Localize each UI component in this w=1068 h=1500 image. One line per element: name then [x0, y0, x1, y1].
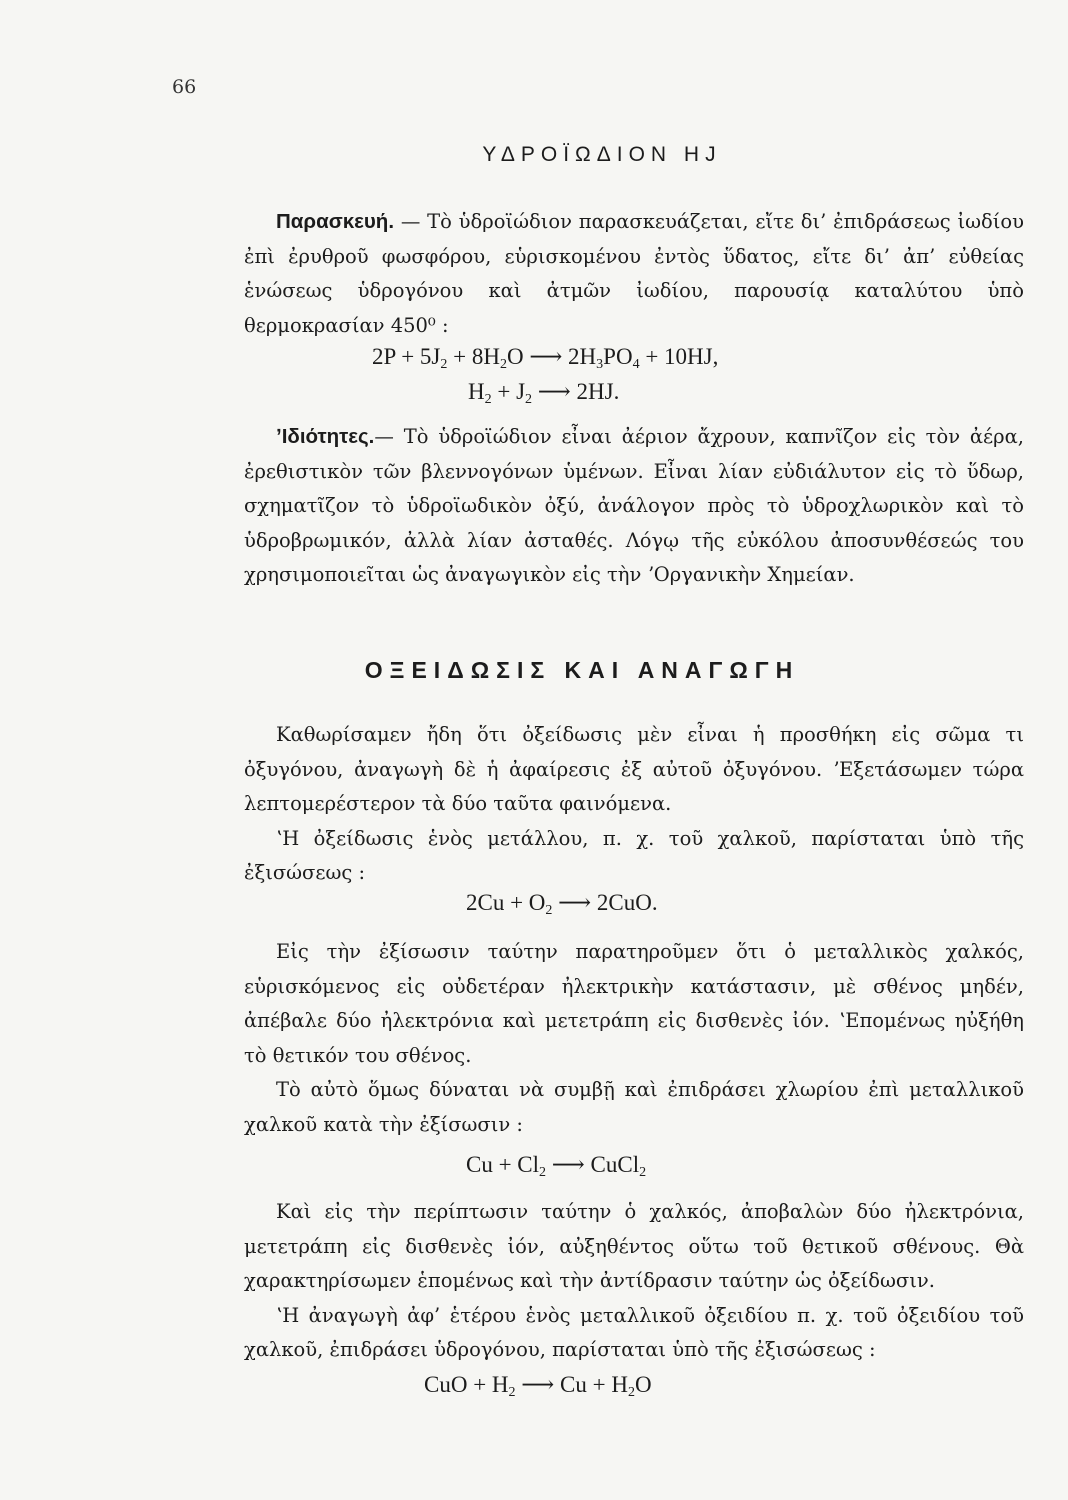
equation-copper-oxide-hydrogen: CuO + $H_2$ ⟶ $Cu + H_2O$: [424, 1372, 652, 1400]
properties-label: ʼΙδιότητες.: [276, 425, 375, 448]
preparation-text: [244, 205, 1024, 343]
preparation-label: Παρασκευή.: [276, 210, 395, 233]
equation-phosphorus-iodine: $2P + 5J_2 + 8H_2O$ ⟶ $2H_3PO_4 + 10HJ$,: [372, 344, 719, 372]
properties-paragraph: [244, 420, 1024, 593]
equation-hydrogen-iodine: $H_2 + J_2$ ⟶ 2HJ.: [468, 379, 620, 407]
reduction-block: [244, 1195, 1024, 1368]
oxidation-explanation-block: [244, 935, 1024, 1142]
copper-oxidation-paragraph: ʽΗ ὀξείδωσις ἑνὸς μετάλλου, π. χ. τοῦ χαλκοῦ, παρίσταται ὑπὸ τῆς ἐξισώσεως :: [244, 826, 1024, 884]
oxidation-definition-paragraph: Καθωρίσαμεν ἤδη ὅτι ὀξείδωσις μὲν εἶναι ἡ προσθήκη εἰς σῶμα τι ὀξυγόνου, ἀναγωγὴ δὲ ἡ ἀφαίρεσις ἐξ αὐτοῦ ὀξυγόνου. ʼΕξετάσωμεν τώρα λεπτομερέστερον τὰ δύο ταῦτα φαινόμενα.: [244, 723, 1024, 815]
oxidation-intro-block: [244, 718, 1024, 891]
equation-copper-oxygen: $2Cu + O_2$ ⟶ 2CuO.: [466, 890, 658, 918]
page-number: 66: [172, 76, 197, 98]
valence-paragraph: Εἰς τὴν ἐξίσωσιν ταύτην παρατηροῦμεν ὅτι ὁ μεταλλικὸς χαλκός, εὑρισκόμενος εἰς οὐδετέραν ἠλεκτρικὴν κατάστασιν, μὲ σθένος μηδέν, ἀπέβαλε δύο ἠλεκτρόνια καὶ μετετράπη εἰς δισθενὲς ἰόν. ʽΕπομένως ηὐξήθη τὸ θετικόν του σθένος.: [244, 940, 1024, 1067]
chlorine-result-paragraph: Καὶ εἰς τὴν περίπτωσιν ταύτην ὁ χαλκός, ἀποβαλὼν δύο ἠλεκτρόνια, μετετράπη εἰς δισθενὲς ἰόν, αὐξηθέντος οὕτω τοῦ θετικοῦ σθένους. Θὰ χαρακτηρίσωμεν ἑπομένως καὶ τὴν ἀντίδρασιν ταύτην ὡς ὀξείδωσιν.: [244, 1200, 1024, 1292]
properties-body: — Τὸ ὑδροϊώδιον εἶναι ἀέριον ἄχρουν, καπνῖζον εἰς τὸν ἀέρα, ἐρεθιστικὸν τῶν βλεννογόνων ὑμένων. Εἶναι λίαν εὐδιάλυτον εἰς τὸ ὕδωρ, σχηματῖζον τὸ ὑδροϊωδικὸν ὀξύ, ἀνάλογον πρὸς τὸ ὑδροχλωρικὸν καὶ τὸ ὑδροβρωμικόν, ἀλλὰ λίαν ἀσταθές. Λόγῳ τῆς εὐκόλου ἀποσυνθέσεώς του χρησιμοποιεῖται ὡς ἀναγωγικὸν εἰς τὴν ʼΟργανικὴν Χημείαν.: [244, 425, 1024, 586]
section-heading-oxidation-reduction: ΟΞΕΙΔΩΣΙΣ ΚΑΙ ΑΝΑΓΩΓΗ: [364, 657, 800, 683]
chlorine-paragraph: Τὸ αὐτὸ ὅμως δύναται νὰ συμβῇ καὶ ἐπιδράσει χλωρίου ἐπὶ μεταλλικοῦ χαλκοῦ κατὰ τὴν ἐξίσωσιν :: [244, 1078, 1024, 1136]
preparation-paragraph: [244, 205, 1024, 343]
section-heading-hydrogen-iodide: ΥΔΡΟΪΩΔΙΟΝ HJ: [482, 143, 722, 166]
preparation-body: — Τὸ ὑδροϊώδιον παρασκευάζεται, εἴτε δι’ ἐπιδράσεως ἰωδίου ἐπὶ ἐρυθροῦ φωσφόρου, εὑρισκομένου ἐντὸς ὕδατος, εἴτε δι’ ἀπ’ εὐθείας ἑνώσεως ὑδρογόνου καὶ ἀτμῶν ἰωδίου, παρουσίᾳ καταλύτου ὑπὸ θερμοκρασίαν 450⁰ :: [244, 210, 1024, 337]
reduction-paragraph: ʽΗ ἀναγωγὴ ἀφ’ ἑτέρου ἑνὸς μεταλλικοῦ ὀξειδίου π. χ. τοῦ ὀξειδίου τοῦ χαλκοῦ, ἐπιδράσει ὑδρογόνου, παρίσταται ὑπὸ τῆς ἐξισώσεως :: [244, 1303, 1024, 1361]
properties-text: [244, 420, 1024, 593]
equation-copper-chlorine: $Cu + Cl_2$ ⟶ CuCl$_2$: [466, 1152, 647, 1180]
